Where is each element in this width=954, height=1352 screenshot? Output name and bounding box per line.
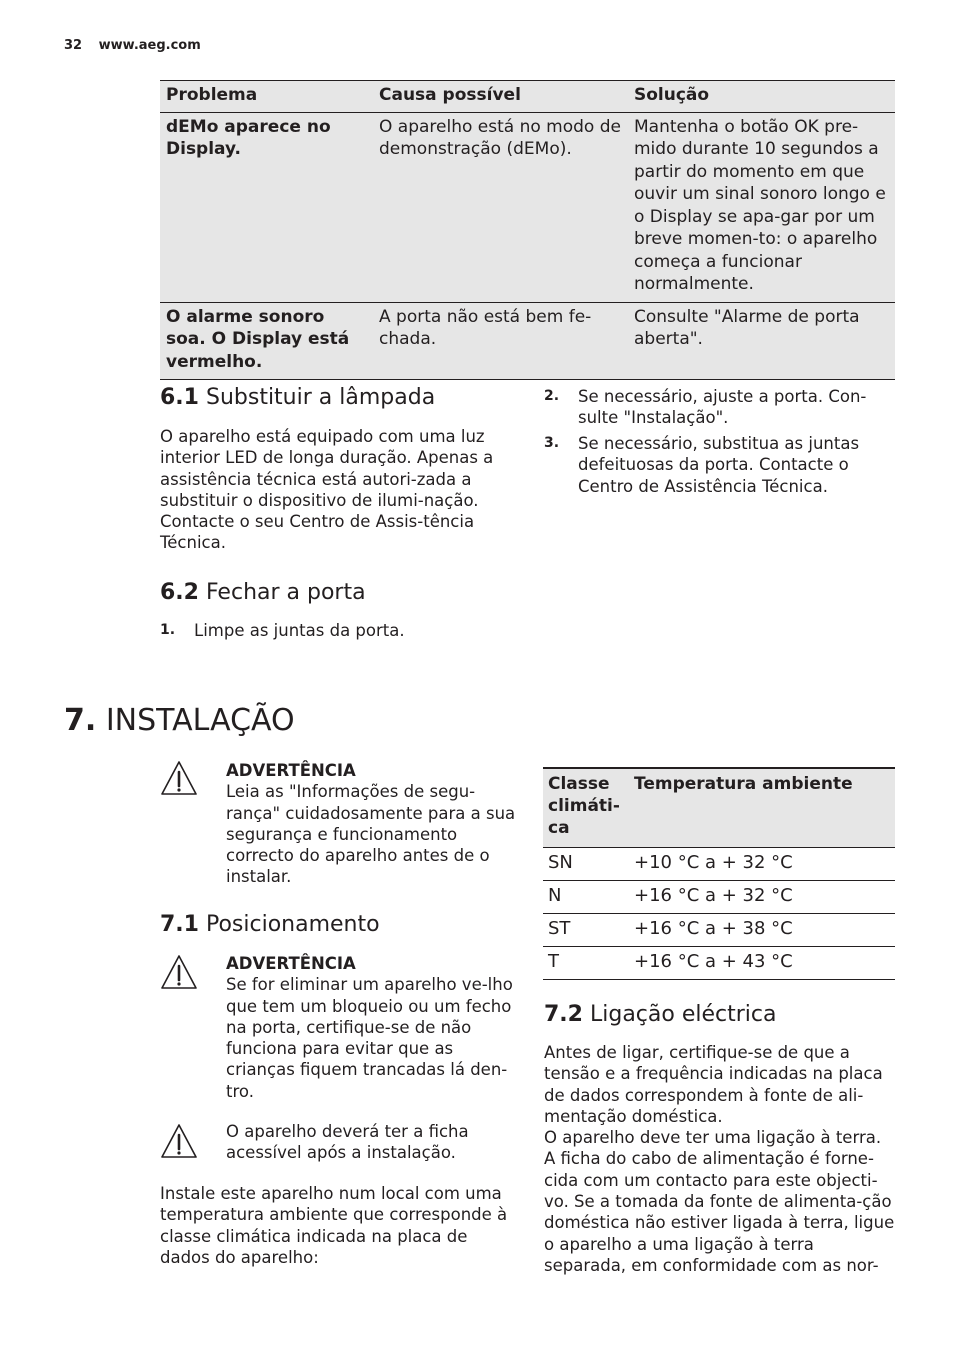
chapter-number: 7. bbox=[64, 703, 97, 738]
section-6-1-body: O aparelho está equipado com uma luz interior LED de longa duração. Apenas a assistência técnica está autori-zada a substituir o dispositivo de ilumi-nação. Contacte o seu Centro de Assis-tência Técnica. bbox=[160, 427, 494, 553]
solution-cell: Consulte "Alarme de porta aberta". bbox=[628, 302, 895, 380]
website-link[interactable]: www.aeg.com bbox=[98, 38, 201, 53]
caution-icon bbox=[160, 1123, 198, 1159]
warning-title: ADVERTÊNCIA bbox=[226, 954, 356, 973]
column-header-solution: Solução bbox=[628, 81, 895, 113]
table-row bbox=[543, 881, 895, 914]
temperature-cell: +10 °C a + 32 °C bbox=[629, 848, 895, 881]
list-item bbox=[544, 386, 896, 432]
step-number: 2. bbox=[544, 388, 560, 404]
page-number: 32 bbox=[64, 38, 83, 53]
column-header-class: Classe climáti-ca bbox=[548, 774, 620, 838]
temperature-cell: +16 °C a + 32 °C bbox=[629, 881, 895, 914]
table-row bbox=[160, 302, 895, 380]
temperature-cell: +16 °C a + 43 °C bbox=[629, 947, 895, 980]
warning-text: Leia as "Informações de segu-rança" cuidadosamente para a sua segurança e funcionamento correcto do aparelho antes de o instalar. bbox=[226, 782, 516, 887]
section-title: Fechar a porta bbox=[205, 580, 366, 605]
list-item bbox=[544, 433, 896, 499]
climate-class-table bbox=[543, 767, 895, 980]
warning-block bbox=[226, 760, 516, 888]
section-number: 6.2 bbox=[160, 580, 199, 605]
table-header-row bbox=[543, 768, 895, 848]
table-row bbox=[543, 914, 895, 947]
column-header-cause: Causa possível bbox=[373, 81, 628, 113]
warning-title: ADVERTÊNCIA bbox=[226, 761, 356, 780]
step-number: 3. bbox=[544, 435, 560, 451]
section-title: Ligação eléctrica bbox=[589, 1002, 777, 1027]
section-heading-7-2 bbox=[544, 1002, 776, 1027]
table-row bbox=[543, 848, 895, 881]
table-row bbox=[543, 947, 895, 980]
list-item bbox=[160, 620, 510, 644]
table-header-row bbox=[160, 81, 895, 113]
section-title: Substituir a lâmpada bbox=[205, 385, 436, 410]
class-cell: SN bbox=[543, 848, 629, 881]
temperature-cell: +16 °C a + 38 °C bbox=[629, 914, 895, 947]
warning-block bbox=[226, 953, 518, 1102]
section-heading-7-1 bbox=[160, 912, 380, 937]
class-cell: N bbox=[543, 881, 629, 914]
page-header bbox=[64, 38, 201, 53]
step-number: 1. bbox=[160, 622, 176, 638]
section-heading-6-1 bbox=[160, 385, 435, 410]
problem-cell: dEMo aparece no Display. bbox=[160, 112, 373, 302]
section-heading-6-2 bbox=[160, 580, 366, 605]
troubleshooting-table bbox=[160, 80, 895, 380]
solution-cell: Mantenha o botão OK pre-mido durante 10 segundos a partir do momento em que ouvir um sinal sonoro longo e o Display se apa-gar por um breve momen-to: o aparelho começa a funcionar normalmente. bbox=[628, 112, 895, 302]
cause-cell: O aparelho está no modo de demonstração (dEMo). bbox=[373, 112, 628, 302]
section-number: 7.2 bbox=[544, 1002, 583, 1027]
chapter-title: INSTALAÇÃO bbox=[105, 703, 295, 738]
warning-text: Se for eliminar um aparelho ve-lho que tem um bloqueio ou um fecho na porta, certifique-se de não funciona para evitar que as crianças fiquem trancadas lá den-tro. bbox=[226, 975, 513, 1101]
section-7-2-body bbox=[544, 1042, 896, 1276]
column-header-problem: Problema bbox=[160, 81, 373, 113]
section-number: 6.1 bbox=[160, 385, 199, 410]
problem-cell: O alarme sonoro soa. O Display está vermelho. bbox=[160, 302, 373, 380]
section-7-1-body: Instale este aparelho num local com uma temperatura ambiente que corresponde à classe climática indicada na placa de dados do aparelho: bbox=[160, 1184, 508, 1267]
step-text: Se necessário, substitua as juntas defeituosas da porta. Contacte o Centro de Assistência Técnica. bbox=[578, 434, 860, 496]
class-cell: T bbox=[543, 947, 629, 980]
body-paragraph: O aparelho deve ter uma ligação à terra. A ficha do cabo de alimentação é forne-cida com um contacto para este objecti-vo. Se a tomada da fonte de alimenta-ção doméstica não estiver ligada à terra, ligue o aparelho a uma ligação à terra separada, em conformidade com as nor- bbox=[544, 1128, 895, 1275]
column-header-temperature: Temperatura ambiente bbox=[634, 774, 853, 794]
section-title: Posicionamento bbox=[205, 912, 380, 937]
step-text: Se necessário, ajuste a porta. Con-sulte "Instalação". bbox=[578, 387, 867, 428]
note-text: O aparelho deverá ter a ficha acessível após a instalação. bbox=[226, 1122, 469, 1163]
cause-cell: A porta não está bem fe-chada. bbox=[373, 302, 628, 380]
chapter-heading bbox=[64, 703, 295, 738]
section-number: 7.1 bbox=[160, 912, 199, 937]
warning-icon bbox=[160, 954, 198, 990]
step-text: Limpe as juntas da porta. bbox=[194, 621, 405, 640]
table-row bbox=[160, 112, 895, 302]
warning-icon bbox=[160, 760, 198, 796]
class-cell: ST bbox=[543, 914, 629, 947]
body-paragraph: Antes de ligar, certifique-se de que a tensão e a frequência indicadas na placa de dados correspondem à fonte de ali-mentação doméstica. bbox=[544, 1043, 883, 1126]
